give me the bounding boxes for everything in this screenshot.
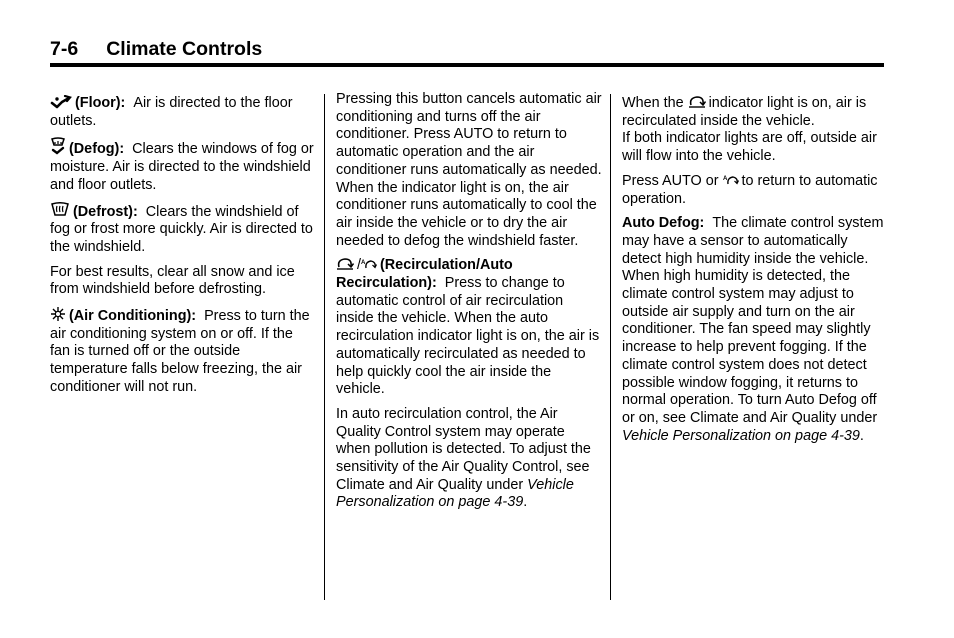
recirc-slash: / xyxy=(357,257,361,274)
svg-text:A: A xyxy=(722,175,727,182)
page-header xyxy=(50,38,884,68)
defog-paragraph xyxy=(50,137,316,194)
ac-paragraph xyxy=(50,306,316,397)
column-divider-left xyxy=(324,94,325,600)
press-auto-text-b: to return to automatic operation. xyxy=(622,172,878,207)
column-2 xyxy=(336,91,602,519)
defrost-paragraph xyxy=(50,202,316,257)
recirc-text: Press to change to automatic control of air recirculation inside the vehicle. When the auto recirculation indicator light is on, the air is automatically recirculated as needed to help quickly cool the air inside the vehicle. xyxy=(336,275,600,398)
ac-label: (Air Conditioning): xyxy=(69,308,197,325)
auto-defog-label: Auto Defog: xyxy=(622,215,705,232)
recirc-light-text-a: When the xyxy=(622,95,684,111)
recirculation-indicator-icon xyxy=(688,95,706,109)
auto-defog-text: The climate control system may have a sensor to automatically detect high humidity inside the vehicle. When high humidity is detected, the climate control system may adjust to outside air supply and turn on the air conditioner. The fan speed may slightly increase to help prevent fogging. If the climate control system does not detect possible window fogging, it returns to normal operation. To turn Auto Defog off or on, see Climate and Air Quality under xyxy=(622,215,884,426)
auto-recirculation-button-icon xyxy=(723,173,739,187)
defog-text: Clears the windows of fog or moisture. Air is directed to the windshield and floor outlets. xyxy=(50,141,314,193)
vehicle-personalization-link[interactable]: Vehicle Personalization on page 4-39 xyxy=(336,476,574,511)
floor-paragraph xyxy=(50,95,316,130)
air-conditioning-icon xyxy=(50,306,66,322)
defog-mode-icon xyxy=(50,137,66,155)
auto-recirculation-icon xyxy=(361,257,377,271)
auto-defog-period: . xyxy=(859,427,864,444)
recirc-light-text-b: indicator light is on, air is recirculated inside the vehicle. xyxy=(622,95,867,129)
ac-cancel-paragraph: Pressing this button cancels automatic air conditioning and turns off the air conditioner. Press AUTO to return to automatic operation and the air conditioner runs automatically as needed. When the indicator light is on, the air conditioner runs automatically to cool the air inside the vehicle or to dry the air needed to defog the windshield faster. xyxy=(336,91,602,249)
floor-label: (Floor): xyxy=(75,95,126,111)
recirc-label: (Recirculation/Auto Recirculation): xyxy=(336,257,513,292)
column-3 xyxy=(622,95,888,452)
defog-label: (Defog): xyxy=(69,141,125,158)
best-results-paragraph: For best results, clear all snow and ice from windshield before defrosting. xyxy=(50,263,295,298)
page-number: 7-6 xyxy=(50,38,79,60)
header-rule xyxy=(50,63,884,67)
page-title xyxy=(50,38,262,61)
ac-text: Press to turn the air conditioning system on or off. If the fan is turned off or the outside temperature falls below freezing, the air conditioner will not run. xyxy=(50,308,310,395)
recirculation-paragraph xyxy=(336,257,602,399)
svg-text:A: A xyxy=(361,260,366,267)
column-1 xyxy=(50,95,316,404)
column-divider-right xyxy=(610,94,611,600)
vehicle-personalization-link-2[interactable]: Vehicle Personalization on page 4-39 xyxy=(622,427,860,444)
defrost-text: Clears the windshield of fog or frost more quickly. Air is directed to the windshield. xyxy=(50,203,313,255)
air-quality-paragraph xyxy=(336,406,602,512)
air-quality-text: In auto recirculation control, the Air Quality Control system may operate when pollution is detected. To adjust the sensitivity of the Air Quality Control, see Climate and Air Quality under xyxy=(336,405,591,493)
defrost-label: (Defrost): xyxy=(73,203,138,220)
defrost-mode-icon xyxy=(50,202,70,218)
chapter-title: Climate Controls xyxy=(106,38,263,60)
floor-mode-icon xyxy=(50,95,72,109)
recirculation-icon xyxy=(336,257,354,271)
press-auto-paragraph xyxy=(622,173,888,208)
outside-air-paragraph: If both indicator lights are off, outside air will flow into the vehicle. xyxy=(622,130,877,165)
press-auto-text-a: Press AUTO or xyxy=(622,172,719,189)
auto-defog-paragraph xyxy=(622,215,888,445)
recirc-light-paragraph xyxy=(622,95,888,130)
floor-text: Air is directed to the floor outlets. xyxy=(50,95,293,129)
air-quality-period: . xyxy=(523,494,528,511)
